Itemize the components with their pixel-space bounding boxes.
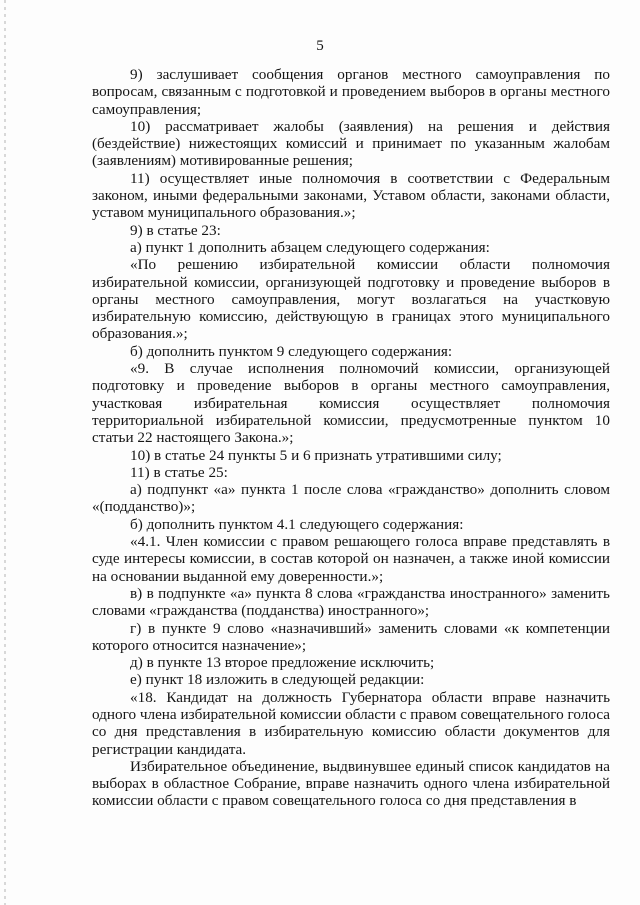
paragraph-article-25-e-text: «18. Кандидат на должность Губернатора области вправе назначить одного члена избирательной комиссии области с правом совещательного голоса со дня представления в избирательную комиссию области документов для регистрации кандидата. (92, 688, 610, 758)
paragraph-article-25-heading: 11) в статье 25: (130, 463, 228, 481)
paragraph-article-23-heading: 9) в статье 23: (130, 221, 221, 239)
paragraph-article-25-e: е) пункт 18 изложить в следующей редакции: (130, 671, 425, 689)
paragraph-article-23-b-text: «9. В случае исполнения полномочий комиссии, организующей подготовку и проведение выборов в органы местного самоуправления, участковая избирательная комиссия осуществляет полномочия территориальной избирательной комиссии, предусмотренные пунктом 10 статьи 22 настоящего Закона.»; (92, 360, 610, 447)
paragraph-article-25-b-text: «4.1. Член комиссии с правом решающего голоса вправе представлять в суде интересы комиссии, в состав которой он назначен, а также иной комиссии на основании выданной ему доверенности.»; (92, 533, 610, 585)
paragraph-electoral-association: Избирательное объединение, выдвинувшее единый список кандидатов на выборах в областное Собрание, вправе назначить одного члена избирательной комиссии области с правом совещательного голоса со дня представления в (92, 757, 610, 810)
paragraph-item-11-other-powers: 11) осуществляет иные полномочия в соответствии с Федеральным законом, иными федеральными законами, Уставом области, законами области, уставом муниципального образования.»; (92, 169, 610, 222)
paragraph-article-23-a: а) пункт 1 дополнить абзацем следующего содержания: (130, 238, 490, 256)
paragraph-article-25-d: д) в пункте 13 второе предложение исключить; (130, 654, 435, 672)
document-body (92, 66, 610, 810)
page-number: 5 (316, 38, 324, 54)
paragraph-article-25-a: а) подпункт «а» пункта 1 после слова «гражданство» дополнить словом «(подданство)»; (92, 481, 610, 516)
paragraph-item-9-hearing: 9) заслушивает сообщения органов местного самоуправления по вопросам, связанным с подготовкой и проведением выборов в органы местного самоуправления; (92, 66, 610, 118)
paragraph-article-24: 10) в статье 24 пункты 5 и 6 признать утратившими силу; (130, 446, 502, 464)
paragraph-article-25-v: в) в подпункте «а» пункта 8 слова «гражданства иностранного» заменить словами «гражданства (подданства) иностранного»; (92, 584, 610, 620)
paragraph-item-10-complaints: 10) рассматривает жалобы (заявления) на решения и действия (бездействие) нижестоящих комиссий и принимает по указанным жалобам (заявлениям) мотивированные решения; (92, 117, 610, 170)
paragraph-article-25-b: б) дополнить пунктом 4.1 следующего содержания: (130, 515, 464, 533)
paragraph-article-25-g: г) в пункте 9 слово «назначивший» заменить словами «к компетенции которого относится назначение»; (92, 619, 610, 654)
scan-edge-mark (4, 0, 6, 905)
paragraph-article-23-b: б) дополнить пунктом 9 следующего содержания: (130, 342, 453, 360)
paragraph-article-23-a-text: «По решению избирательной комиссии области полномочия избирательной комиссии, организующей подготовку и проведение выборов в органы местного самоуправления, могут возлагаться на участковую избирательную комиссию, действующую в границах этого муниципального образования.»; (92, 256, 610, 343)
